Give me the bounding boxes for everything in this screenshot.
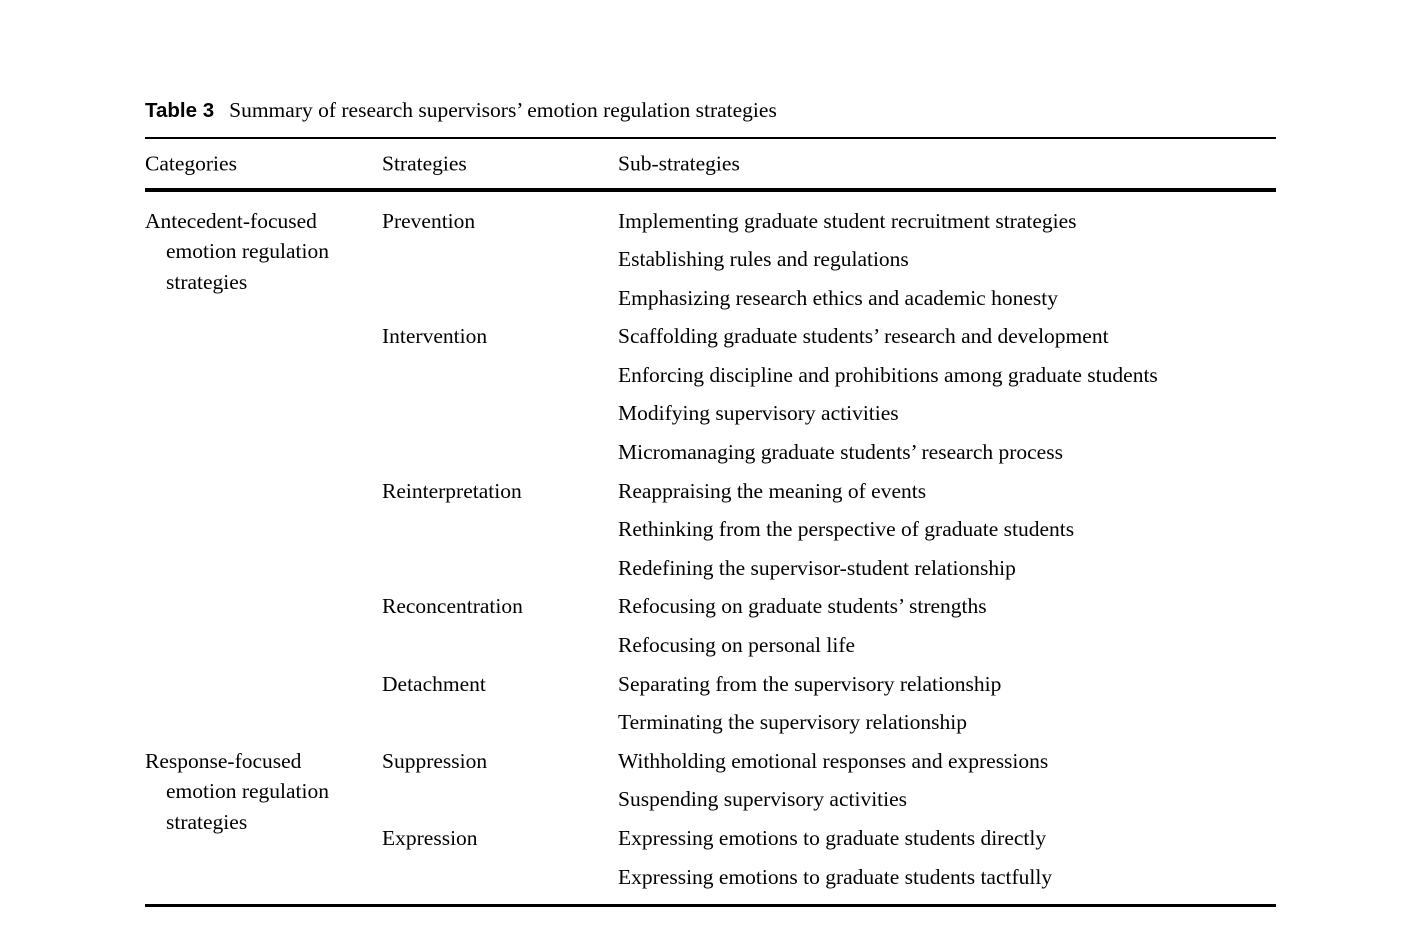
table-body: [145, 192, 1276, 905]
sub-strategy: Terminating the supervisory relationship: [618, 710, 967, 735]
column-header-sub-strategies: Sub-strategies: [618, 151, 740, 175]
column-header-strategies: Strategies: [382, 151, 467, 175]
strategy-block: [145, 742, 1276, 819]
strategy-block: [145, 472, 1276, 588]
strategy-block: [145, 587, 1276, 664]
strategy-block: [145, 819, 1276, 896]
strategy-name: Reconcentration: [382, 594, 523, 619]
sub-strategy: Emphasizing research ethics and academic honesty: [618, 285, 1058, 310]
sub-strategy: Rethinking from the perspective of graduate students: [618, 517, 1075, 542]
category-group: [145, 202, 1276, 742]
strategy-name: Intervention: [382, 324, 488, 349]
sub-strategy: Micromanaging graduate students’ research process: [618, 440, 1063, 465]
table-bottom-rule: [145, 904, 1276, 907]
sub-strategy: Enforcing discipline and prohibitions among graduate students: [618, 362, 1158, 387]
category-group: [145, 742, 1276, 896]
category-line: strategies: [166, 810, 248, 834]
sub-strategy: Refocusing on personal life: [618, 633, 856, 658]
sub-strategy: Scaffolding graduate students’ research and development: [618, 324, 1109, 349]
column-header-categories: Categories: [145, 151, 237, 175]
table-caption: [145, 98, 1276, 123]
strategy-name: Suppression: [382, 748, 488, 773]
category-line: Antecedent-focused: [145, 208, 317, 233]
strategy-name: Reinterpretation: [382, 478, 522, 503]
strategy-block: [145, 665, 1276, 742]
strategy-name: Detachment: [382, 671, 486, 696]
sub-strategy: Expressing emotions to graduate students tactfully: [618, 864, 1053, 889]
strategy-name: Expression: [382, 826, 478, 850]
category-line: emotion regulation: [166, 239, 330, 264]
strategy-block: [145, 202, 1276, 318]
sub-strategy: Withholding emotional responses and expressions: [618, 748, 1049, 773]
sub-strategy: Establishing rules and regulations: [618, 247, 909, 272]
sub-strategy: Implementing graduate student recruitment strategies: [618, 208, 1077, 233]
table-3: [145, 98, 1276, 907]
sub-strategy: Reappraising the meaning of events: [618, 478, 927, 503]
strategy-name: Prevention: [382, 208, 476, 233]
sub-strategy: Suspending supervisory activities: [618, 787, 908, 812]
table-caption-label: Table 3: [145, 99, 215, 122]
category-line: strategies: [166, 269, 248, 294]
sub-strategy: Expressing emotions to graduate students directly: [618, 826, 1047, 850]
sub-strategy: Separating from the supervisory relationship: [618, 671, 1002, 696]
category-line: emotion regulation: [166, 779, 330, 804]
category-line: Response-focused: [145, 748, 302, 773]
sub-strategy: Modifying supervisory activities: [618, 401, 899, 426]
sub-strategy: Refocusing on graduate students’ strengths: [618, 594, 987, 619]
table-caption-text: Summary of research supervisors’ emotion regulation strategies: [229, 98, 777, 122]
strategy-block: [145, 317, 1276, 471]
table-header-row: [145, 139, 1276, 188]
sub-strategy: Redefining the supervisor-student relationship: [618, 555, 1016, 580]
